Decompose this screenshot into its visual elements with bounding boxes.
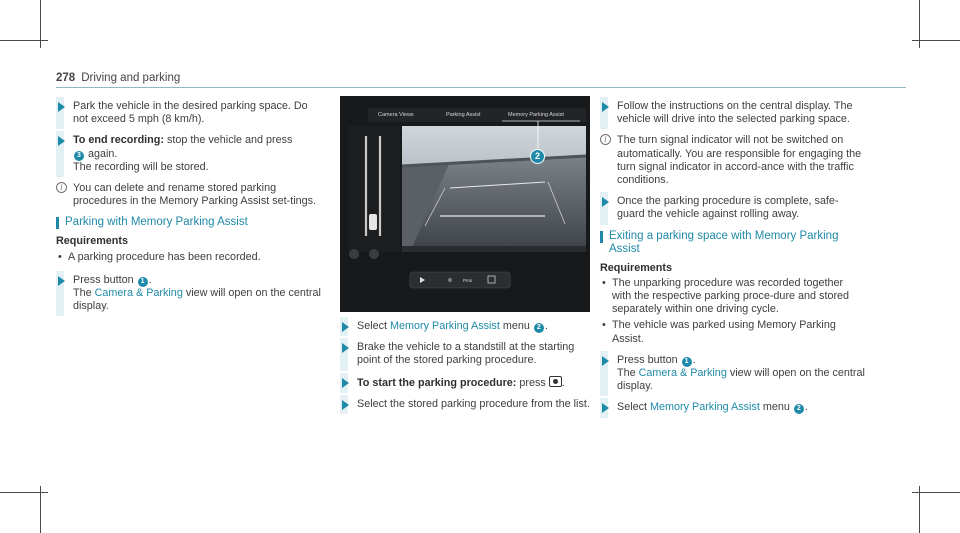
arrow-step-icon bbox=[58, 102, 65, 112]
column-left bbox=[56, 100, 321, 321]
tab-bar bbox=[370, 110, 585, 122]
arrow-step-icon bbox=[342, 378, 349, 388]
section-heading: Parking with Memory Parking Assist bbox=[56, 216, 321, 229]
callout-number-icon: 2 bbox=[794, 404, 804, 414]
header-rule bbox=[56, 87, 906, 88]
note-delete-rename: i You can delete and rename stored parking procedures in the Memory Parking Assist set-tings. bbox=[56, 182, 321, 208]
info-icon: i bbox=[600, 134, 611, 145]
pms-label: Pms bbox=[463, 278, 472, 283]
tab-memory-parking-assist[interactable]: Memory Parking Assist bbox=[508, 112, 564, 118]
section-name: Driving and parking bbox=[81, 72, 181, 84]
arrow-step-icon bbox=[342, 343, 349, 353]
requirement-item: • The vehicle was parked using Memory Parking Assist. bbox=[600, 319, 865, 345]
link-camera-parking: Camera & Parking bbox=[638, 367, 727, 380]
link-memory-parking-assist: Memory Parking Assist bbox=[650, 401, 760, 414]
crop-mark bbox=[919, 486, 920, 533]
step-press-button: Press button 1 . The Camera & Parking view will open on the central display. bbox=[600, 354, 865, 394]
page-header bbox=[56, 72, 180, 84]
section-heading: Exiting a parking space with Memory Parking Assist bbox=[600, 230, 865, 256]
step-select-menu: Select Memory Parking Assist menu 2 . bbox=[600, 401, 865, 414]
arrow-step-icon bbox=[602, 197, 609, 207]
requirement-item: • A parking procedure has been recorded. bbox=[56, 251, 321, 264]
crop-mark bbox=[0, 492, 48, 493]
link-memory-parking-assist: Memory Parking Assist bbox=[390, 320, 500, 332]
column-right bbox=[600, 100, 865, 423]
arrow-step-icon bbox=[602, 356, 609, 366]
step-select-menu: Select Memory Parking Assist menu 2 . bbox=[340, 320, 598, 333]
page-number: 278 bbox=[56, 72, 76, 84]
step-park: Park the vehicle in the desired parking space. Do not exceed 5 mph (8 km/h). bbox=[56, 100, 321, 126]
step-brake: Brake the vehicle to a standstill at the starting point of the stored parking procedure. bbox=[340, 341, 598, 367]
step-safeguard: Once the parking procedure is complete, safe-guard the vehicle against rolling away. bbox=[600, 195, 865, 221]
link-camera-parking: Camera & Parking bbox=[94, 287, 183, 300]
tab-parking-assist[interactable]: Parking Assist bbox=[446, 112, 481, 118]
step-follow-instructions: Follow the instructions on the central display. The vehicle will drive into the selected parking space. bbox=[600, 100, 865, 126]
callout-number-icon: 1 bbox=[138, 277, 148, 287]
arrow-step-icon bbox=[602, 403, 609, 413]
crop-mark bbox=[0, 40, 48, 41]
callout-number-icon: 3 bbox=[74, 151, 84, 161]
play-button-icon bbox=[549, 376, 562, 387]
crop-mark bbox=[40, 486, 41, 533]
info-icon: i bbox=[56, 182, 67, 193]
arrow-step-icon bbox=[58, 276, 65, 286]
crop-mark bbox=[912, 492, 960, 493]
column-middle bbox=[340, 320, 598, 419]
callout-number-icon: 2 bbox=[534, 323, 544, 333]
arrow-step-icon bbox=[342, 400, 349, 410]
step-start-parking: To start the parking procedure: press . bbox=[340, 376, 598, 390]
arrow-step-icon bbox=[58, 136, 65, 146]
callout-number-icon: 1 bbox=[682, 357, 692, 367]
display-screenshot bbox=[340, 96, 590, 312]
crop-mark bbox=[912, 40, 960, 41]
arrow-step-icon bbox=[602, 102, 609, 112]
requirement-item: • The unparking procedure was recorded together with the respective parking proce-dure and stored separately within one driving cycle. bbox=[600, 277, 865, 317]
callout-number-icon: 2 bbox=[530, 149, 545, 164]
note-turn-signal: i The turn signal indicator will not be switched on automatically. You are responsible for engaging the turn signal indicator in accord-ance with the traffic conditions. bbox=[600, 134, 865, 187]
requirements-heading: Requirements bbox=[600, 261, 672, 274]
requirements-heading: Requirements bbox=[56, 235, 128, 248]
step-select-procedure: Select the stored parking procedure from the list. bbox=[340, 398, 598, 411]
tab-camera-views[interactable]: Camera Views bbox=[378, 112, 414, 118]
step-end-recording: To end recording: stop the vehicle and press 3 again. The recording will be stored. bbox=[56, 134, 321, 174]
arrow-step-icon bbox=[342, 322, 349, 332]
step-press-button: Press button 1 . The Camera & Parking view will open on the central display. bbox=[56, 274, 321, 314]
